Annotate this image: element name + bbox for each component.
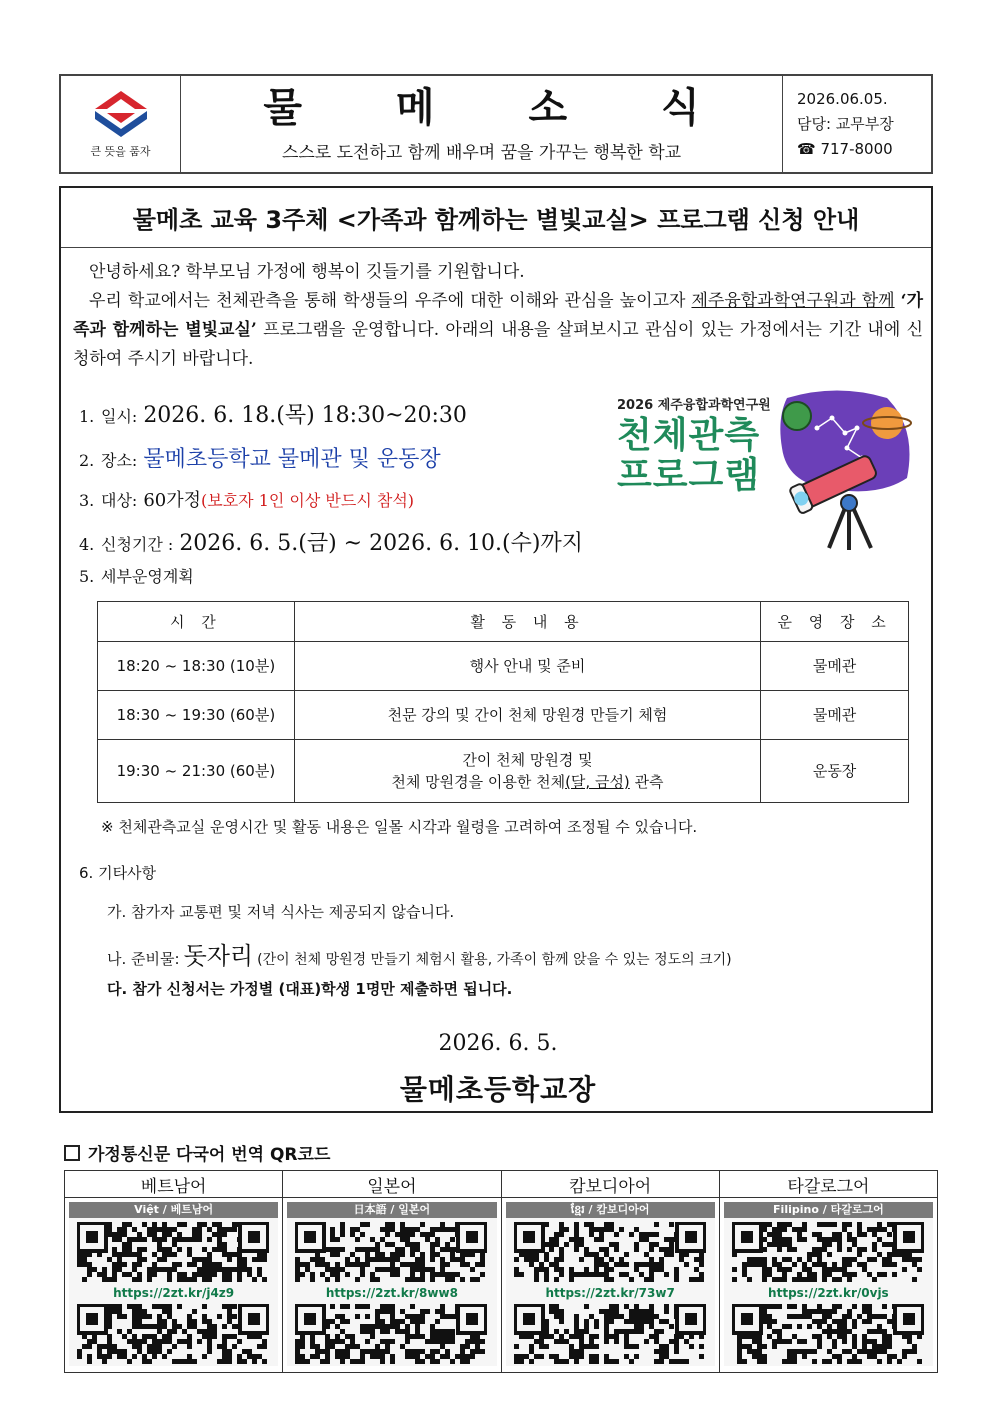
telescope-illustration-icon	[767, 388, 917, 553]
qr-url[interactable]: https://2zt.kr/j4z9	[113, 1286, 235, 1300]
item-value: 2026. 6. 18.(목) 18:30~20:30	[143, 403, 467, 428]
cell-place: 물메관	[761, 642, 909, 691]
qr-lang-label: 베트남어	[65, 1171, 282, 1198]
item-label: 세부운영계획	[101, 567, 194, 586]
intro-program-name: ‘가족과 함께하는 별빛교실’	[73, 291, 924, 340]
qr-card[interactable]	[724, 1202, 933, 1366]
qr-code-icon[interactable]	[514, 1304, 706, 1364]
cell-time: 18:20 ~ 18:30 (10분)	[98, 642, 295, 691]
activity-line2	[295, 771, 760, 793]
qr-col-tagalog	[720, 1171, 937, 1372]
info-item-place	[79, 442, 619, 486]
poster-title	[617, 416, 760, 496]
intro-text	[73, 258, 923, 374]
cell-place: 물메관	[761, 691, 909, 740]
item-value: 60가정	[143, 490, 201, 511]
qr-lang-label: 일본어	[283, 1171, 500, 1198]
qr-code-icon[interactable]	[295, 1222, 487, 1282]
cell-activity: 행사 안내 및 준비	[294, 642, 760, 691]
newsletter-header	[59, 74, 933, 174]
info-item-date	[79, 398, 619, 442]
info-item-period	[79, 526, 619, 564]
meta-cell	[783, 76, 931, 172]
school-motto: 스스로 도전하고 함께 배우며 꿈을 가꾸는 행복한 학교	[281, 142, 682, 163]
qr-tag: Việt / 베트남어	[69, 1202, 278, 1218]
table-row	[98, 691, 909, 740]
poster-subtitle: 2026 제주융합과학연구원	[617, 398, 771, 413]
item-label: 장소:	[101, 451, 138, 470]
qr-code-icon[interactable]	[77, 1222, 269, 1282]
activity-line2-objects: (달, 금성)	[565, 773, 630, 791]
qr-card[interactable]	[506, 1202, 715, 1366]
item-number: 4.	[79, 535, 95, 554]
etc-b-item: 돗자리	[183, 942, 254, 970]
qr-heading-text: 가정통신문 다국어 번역 QR코드	[88, 1145, 331, 1165]
qr-tag: Filipino / 타갈로그어	[724, 1202, 933, 1218]
item-number: 1.	[79, 407, 95, 426]
qr-url[interactable]: https://2zt.kr/8ww8	[325, 1286, 458, 1300]
info-item-plan	[79, 564, 619, 594]
qr-code-icon[interactable]	[295, 1304, 487, 1364]
cell-activity: 천문 강의 및 간이 천체 망원경 만들기 체험	[294, 691, 760, 740]
manager: 담당: 교무부장	[797, 114, 894, 133]
qr-table	[64, 1170, 938, 1373]
activity-line1: 간이 천체 망원경 및	[462, 751, 593, 769]
etc-b-label: 나. 준비물:	[107, 950, 180, 968]
item-note: (보호자 1인 이상 반드시 참석)	[201, 491, 415, 510]
qr-col-khmer	[502, 1171, 720, 1372]
cell-activity	[294, 740, 760, 803]
schedule-header-row	[98, 602, 909, 642]
qr-col-japanese	[283, 1171, 501, 1372]
intro-partner: 제주융합과학연구원과 함께	[691, 291, 895, 311]
notice-box	[59, 186, 933, 1113]
qr-code-icon[interactable]	[732, 1304, 924, 1364]
qr-code-icon[interactable]	[514, 1222, 706, 1282]
etc-heading: 6. 기타사항	[79, 864, 157, 882]
qr-lang-label: 타갈로그어	[720, 1171, 937, 1198]
etc-item-b	[107, 936, 732, 971]
item-number: 5.	[79, 567, 95, 586]
cell-time: 19:30 ~ 21:30 (60분)	[98, 740, 295, 803]
school-emblem-icon	[91, 89, 151, 139]
poster-title-line2: 프로그램	[617, 455, 761, 496]
item-number: 2.	[79, 451, 95, 470]
schedule-table	[97, 601, 909, 803]
checkbox-square-icon	[64, 1145, 80, 1161]
activity-line2-b: 관측	[629, 773, 664, 791]
qr-code-icon[interactable]	[732, 1222, 924, 1282]
school-logo	[61, 76, 181, 172]
qr-tag: ខ្មែរ / 캄보디아어	[506, 1202, 715, 1218]
newsletter-title: 물 메 소 식	[263, 84, 740, 131]
etc-item-c: 다. 참가 신청서는 가정별 (대표)학생 1명만 제출하면 됩니다.	[107, 980, 513, 998]
qr-col-vietnamese	[65, 1171, 283, 1372]
info-list	[79, 398, 619, 594]
poster-title-line1: 천체관측	[617, 415, 761, 456]
title-cell	[181, 76, 783, 172]
intro-part-b: 프로그램을 운영합니다. 아래의 내용을 살펴보시고 관심이 있는 가정에서는 기간 내에 신청하여 주시기 바랍니다.	[73, 320, 923, 369]
item-label: 신청기간 :	[101, 535, 174, 554]
header-place: 운 영 장 소	[761, 602, 909, 642]
sign-school: 물메초등학교장	[399, 1073, 597, 1106]
qr-url[interactable]: https://2zt.kr/0vjs	[768, 1286, 889, 1300]
etc-item-a: 가. 참가자 교통편 및 저녁 식사는 제공되지 않습니다.	[107, 903, 455, 921]
intro-greeting: 안녕하세요? 학부모님 가정에 행복이 깃들기를 기원합니다.	[89, 262, 525, 282]
phone: ☎ 717-8000	[797, 139, 893, 158]
qr-code-icon[interactable]	[77, 1304, 269, 1364]
cell-place: 운동장	[761, 740, 909, 803]
intro-part-a: 우리 학교에서는 천체관측을 통해 학생들의 우주에 대한 이해와 관심을 높이고자	[89, 291, 692, 311]
item-value: 물메초등학교 물메관 및 운동장	[143, 447, 441, 472]
sign-date: 2026. 6. 5.	[438, 1031, 558, 1056]
header-time: 시 간	[98, 602, 295, 642]
cell-time: 18:30 ~ 19:30 (60분)	[98, 691, 295, 740]
qr-lang-label: 캄보디아어	[502, 1171, 719, 1198]
qr-card[interactable]	[69, 1202, 278, 1366]
table-row	[98, 740, 909, 803]
table-row	[98, 642, 909, 691]
logo-caption: 큰 뜻을 품자	[90, 145, 151, 158]
item-label: 대상:	[101, 491, 138, 510]
notice-title: 물메초 교육 3주체 <가족과 함께하는 별빛교실> 프로그램 신청 안내	[61, 188, 931, 248]
program-poster	[617, 388, 917, 553]
qr-heading	[64, 1140, 330, 1165]
qr-tag: 日本語 / 일본어	[287, 1202, 496, 1218]
item-label: 일시:	[101, 407, 138, 426]
etc-b-note: (간이 천체 망원경 만들기 체험시 활용, 가족이 함께 앉을 수 있는 정도의 크기)	[257, 952, 732, 968]
item-number: 3.	[79, 491, 95, 510]
activity-line2-a: 천체 망원경을 이용한 천체	[391, 773, 566, 791]
header-activity: 활 동 내 용	[294, 602, 760, 642]
qr-url[interactable]: https://2zt.kr/73w7	[545, 1286, 675, 1300]
qr-card[interactable]	[287, 1202, 496, 1366]
issue-date: 2026.06.05.	[797, 89, 888, 108]
intro-body	[73, 287, 923, 374]
item-value: 2026. 6. 5.(금) ~ 2026. 6. 10.(수)까지	[179, 531, 583, 556]
schedule-note: ※ 천체관측교실 운영시간 및 활동 내용은 일몰 시각과 월령을 고려하여 조정될 수 있습니다.	[101, 818, 698, 836]
info-item-target	[79, 486, 619, 526]
